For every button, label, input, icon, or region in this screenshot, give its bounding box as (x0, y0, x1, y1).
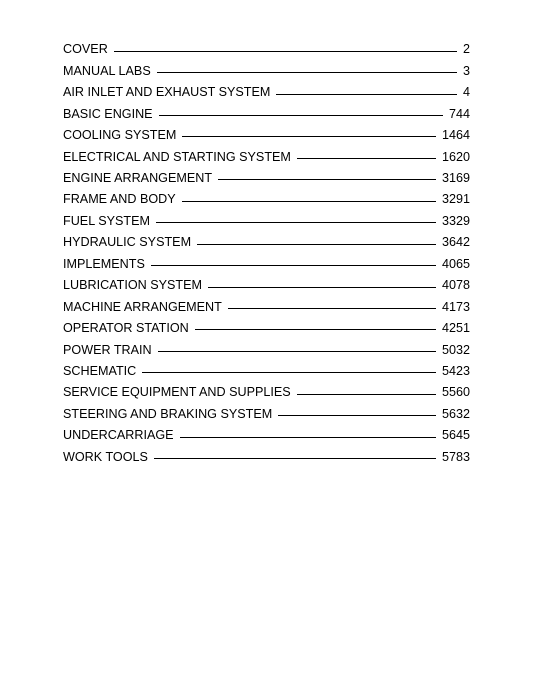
toc-entry-implements[interactable] (63, 253, 470, 274)
toc-entry-page-number: 3329 (441, 213, 470, 228)
toc-entry-title: ELECTRICAL AND STARTING SYSTEM (63, 149, 291, 164)
toc-leader-line (276, 94, 457, 95)
toc-entry-page-number: 5783 (441, 449, 470, 464)
toc-entry-page-number: 4078 (441, 278, 470, 293)
toc-entry-title: LUBRICATION SYSTEM (63, 278, 203, 293)
toc-entry-page-number: 5645 (441, 428, 470, 443)
toc-entry-frame-and-body[interactable] (63, 189, 470, 210)
toc-entry-page-number: 3169 (441, 171, 470, 186)
toc-entry-title: COOLING SYSTEM (63, 128, 177, 143)
toc-entry-page-number: 5032 (441, 342, 470, 357)
toc-entry-page-number: 5632 (441, 406, 470, 421)
toc-leader-line (158, 351, 436, 352)
toc-leader-line (142, 372, 436, 373)
toc-entry-title: WORK TOOLS (63, 449, 148, 464)
toc-entry-title: MACHINE ARRANGEMENT (63, 299, 222, 314)
toc-entry-power-train[interactable] (63, 339, 470, 360)
toc-entry-page-number: 3 (462, 63, 470, 78)
toc-entry-schematic[interactable] (63, 361, 470, 382)
toc-entry-air-inlet-and-exhaust-system[interactable] (63, 82, 470, 103)
toc-entry-manual-labs[interactable] (63, 60, 470, 81)
toc-entry-title: ENGINE ARRANGEMENT (63, 171, 213, 186)
toc-entry-title: SERVICE EQUIPMENT AND SUPPLIES (63, 385, 291, 400)
toc-entry-operator-station[interactable] (63, 318, 470, 339)
toc-leader-line (228, 308, 436, 309)
toc-leader-line (218, 179, 436, 180)
toc-entry-engine-arrangement[interactable] (63, 168, 470, 189)
toc-leader-line (297, 158, 436, 159)
toc-entry-title: OPERATOR STATION (63, 321, 189, 336)
toc-entry-title: FUEL SYSTEM (63, 213, 151, 228)
toc-leader-line (182, 201, 436, 202)
toc-entry-steering-and-braking-system[interactable] (63, 403, 470, 424)
toc-leader-line (157, 72, 457, 73)
toc-entry-page-number: 744 (448, 106, 470, 121)
toc-entry-cooling-system[interactable] (63, 125, 470, 146)
toc-leader-line (154, 458, 436, 459)
toc-entry-title: HYDRAULIC SYSTEM (63, 235, 192, 250)
table-of-contents (63, 39, 470, 468)
toc-entry-page-number: 3291 (441, 192, 470, 207)
toc-entry-title: AIR INLET AND EXHAUST SYSTEM (63, 85, 271, 100)
toc-entry-machine-arrangement[interactable] (63, 296, 470, 317)
toc-entry-hydraulic-system[interactable] (63, 232, 470, 253)
toc-entry-page-number: 4251 (441, 321, 470, 336)
toc-entry-title: IMPLEMENTS (63, 256, 145, 271)
toc-entry-title: UNDERCARRIAGE (63, 428, 174, 443)
toc-leader-line (197, 244, 436, 245)
toc-leader-line (195, 329, 436, 330)
toc-entry-title: STEERING AND BRAKING SYSTEM (63, 406, 273, 421)
toc-leader-line (151, 265, 436, 266)
toc-entry-work-tools[interactable] (63, 446, 470, 467)
toc-entry-page-number: 3642 (441, 235, 470, 250)
toc-leader-line (156, 222, 436, 223)
toc-entry-page-number: 2 (462, 42, 470, 57)
toc-entry-page-number: 4173 (441, 299, 470, 314)
toc-entry-fuel-system[interactable] (63, 211, 470, 232)
toc-leader-line (180, 437, 436, 438)
toc-entry-page-number: 1464 (441, 128, 470, 143)
toc-entry-title: POWER TRAIN (63, 342, 152, 357)
toc-entry-page-number: 5423 (441, 363, 470, 378)
toc-entry-page-number: 1620 (441, 149, 470, 164)
toc-leader-line (182, 136, 436, 137)
toc-entry-undercarriage[interactable] (63, 425, 470, 446)
toc-entry-title: MANUAL LABS (63, 63, 151, 78)
toc-entry-electrical-and-starting-system[interactable] (63, 146, 470, 167)
toc-entry-page-number: 5560 (441, 385, 470, 400)
toc-entry-lubrication-system[interactable] (63, 275, 470, 296)
toc-leader-line (159, 115, 443, 116)
toc-entry-cover[interactable] (63, 39, 470, 60)
toc-entry-title: COVER (63, 42, 108, 57)
toc-entry-basic-engine[interactable] (63, 103, 470, 124)
toc-leader-line (297, 394, 436, 395)
toc-leader-line (278, 415, 436, 416)
toc-entry-title: SCHEMATIC (63, 363, 137, 378)
toc-entry-service-equipment-and-supplies[interactable] (63, 382, 470, 403)
toc-entry-page-number: 4065 (441, 256, 470, 271)
toc-entry-title: BASIC ENGINE (63, 106, 153, 121)
toc-entry-page-number: 4 (462, 85, 470, 100)
toc-leader-line (114, 51, 457, 52)
toc-leader-line (208, 287, 436, 288)
toc-entry-title: FRAME AND BODY (63, 192, 176, 207)
